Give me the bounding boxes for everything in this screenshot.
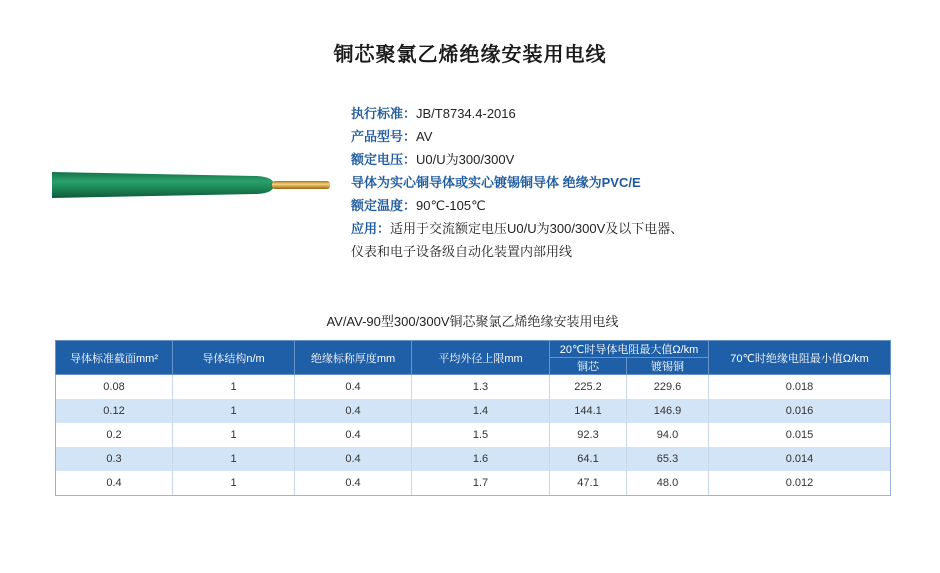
table-cell: 0.2 [56,423,173,447]
table-cell: 1 [173,447,295,471]
spec-conductor [351,171,771,194]
table-cell: 1 [173,375,295,400]
spec-temp-label: 额定温度： [351,198,417,213]
table-row [56,399,891,423]
spec-application [351,217,771,240]
table-cell: 1.6 [412,447,550,471]
spec-model-label: 产品型号： [351,129,417,144]
table-cell: 0.4 [295,423,412,447]
table-row [56,471,891,496]
table-cell: 0.4 [295,471,412,496]
table-row [56,447,891,471]
table-cell: 0.4 [295,375,412,400]
wire-conductor [272,181,330,189]
table-cell: 0.08 [56,375,173,400]
spec-model [351,125,771,148]
table-cell: 65.3 [627,447,709,471]
table-cell: 0.014 [709,447,891,471]
spec-temperature [351,194,771,217]
table-cell: 48.0 [627,471,709,496]
table-caption: AV/AV-90型300/300V铜芯聚氯乙烯绝缘安装用电线 [326,314,619,329]
table-cell: 0.012 [709,471,891,496]
table-cell: 1 [173,471,295,496]
table-cell: 0.016 [709,399,891,423]
table-cell: 1.7 [412,471,550,496]
table-cell: 0.4 [295,447,412,471]
header-structure: 导体结构n/m [173,341,295,375]
spec-app-value-line2: 仪表和电子设备级自动化装置内部用线 [351,244,573,259]
spec-temp-value: 90℃-105℃ [416,198,486,213]
table-cell: 0.018 [709,375,891,400]
spec-app-value-line1: 适用于交流额定电压U0/U为300/300V及以下电器、 [390,221,684,236]
header-outer-diameter: 平均外径上限mm [412,341,550,375]
spec-block [351,102,771,263]
header-copper: 铜芯 [550,358,627,375]
table-cell: 94.0 [627,423,709,447]
table-cell: 64.1 [550,447,627,471]
header-cross-section: 导体标准截面mm² [56,341,173,375]
spec-model-value: AV [416,129,433,144]
spec-app-label: 应用： [351,221,391,236]
table-row [56,423,891,447]
header-tinned-copper: 镀锡铜 [627,358,709,375]
table-cell: 225.2 [550,375,627,400]
table-cell: 0.4 [56,471,173,496]
table-cell: 1.5 [412,423,550,447]
spec-application-cont [351,240,771,263]
table-cell: 146.9 [627,399,709,423]
spec-conductor-note: 导体为实心铜导体或实心镀锡铜导体 绝缘为PVC/E [351,175,641,190]
table-cell: 144.1 [550,399,627,423]
spec-voltage-label: 额定电压： [351,152,417,167]
wire-illustration [52,160,342,210]
header-conductor-resistance: 20℃时导体电阻最大值Ω/km [550,341,709,358]
spec-standard-label: 执行标准： [351,106,417,121]
header-insulation-resistance: 70℃时绝缘电阻最小值Ω/km [709,341,891,375]
page-title: 铜芯聚氯乙烯绝缘安装用电线 [333,44,607,66]
wire-insulation [52,172,274,198]
table-cell: 1 [173,423,295,447]
table-cell: 0.015 [709,423,891,447]
table-cell: 1.4 [412,399,550,423]
table-cell: 0.3 [56,447,173,471]
spec-standard [351,102,771,125]
spec-voltage-value: U0/U为300/300V [416,152,515,167]
spec-standard-value: JB/T8734.4-2016 [416,106,516,121]
spec-table [55,340,891,496]
table-cell: 229.6 [627,375,709,400]
spec-voltage [351,148,771,171]
table-cell: 47.1 [550,471,627,496]
table-row [56,375,891,400]
header-insulation-thickness: 绝缘标称厚度mm [295,341,412,375]
table-cell: 92.3 [550,423,627,447]
table-cell: 0.12 [56,399,173,423]
table-cell: 0.4 [295,399,412,423]
table-cell: 1 [173,399,295,423]
table-cell: 1.3 [412,375,550,400]
